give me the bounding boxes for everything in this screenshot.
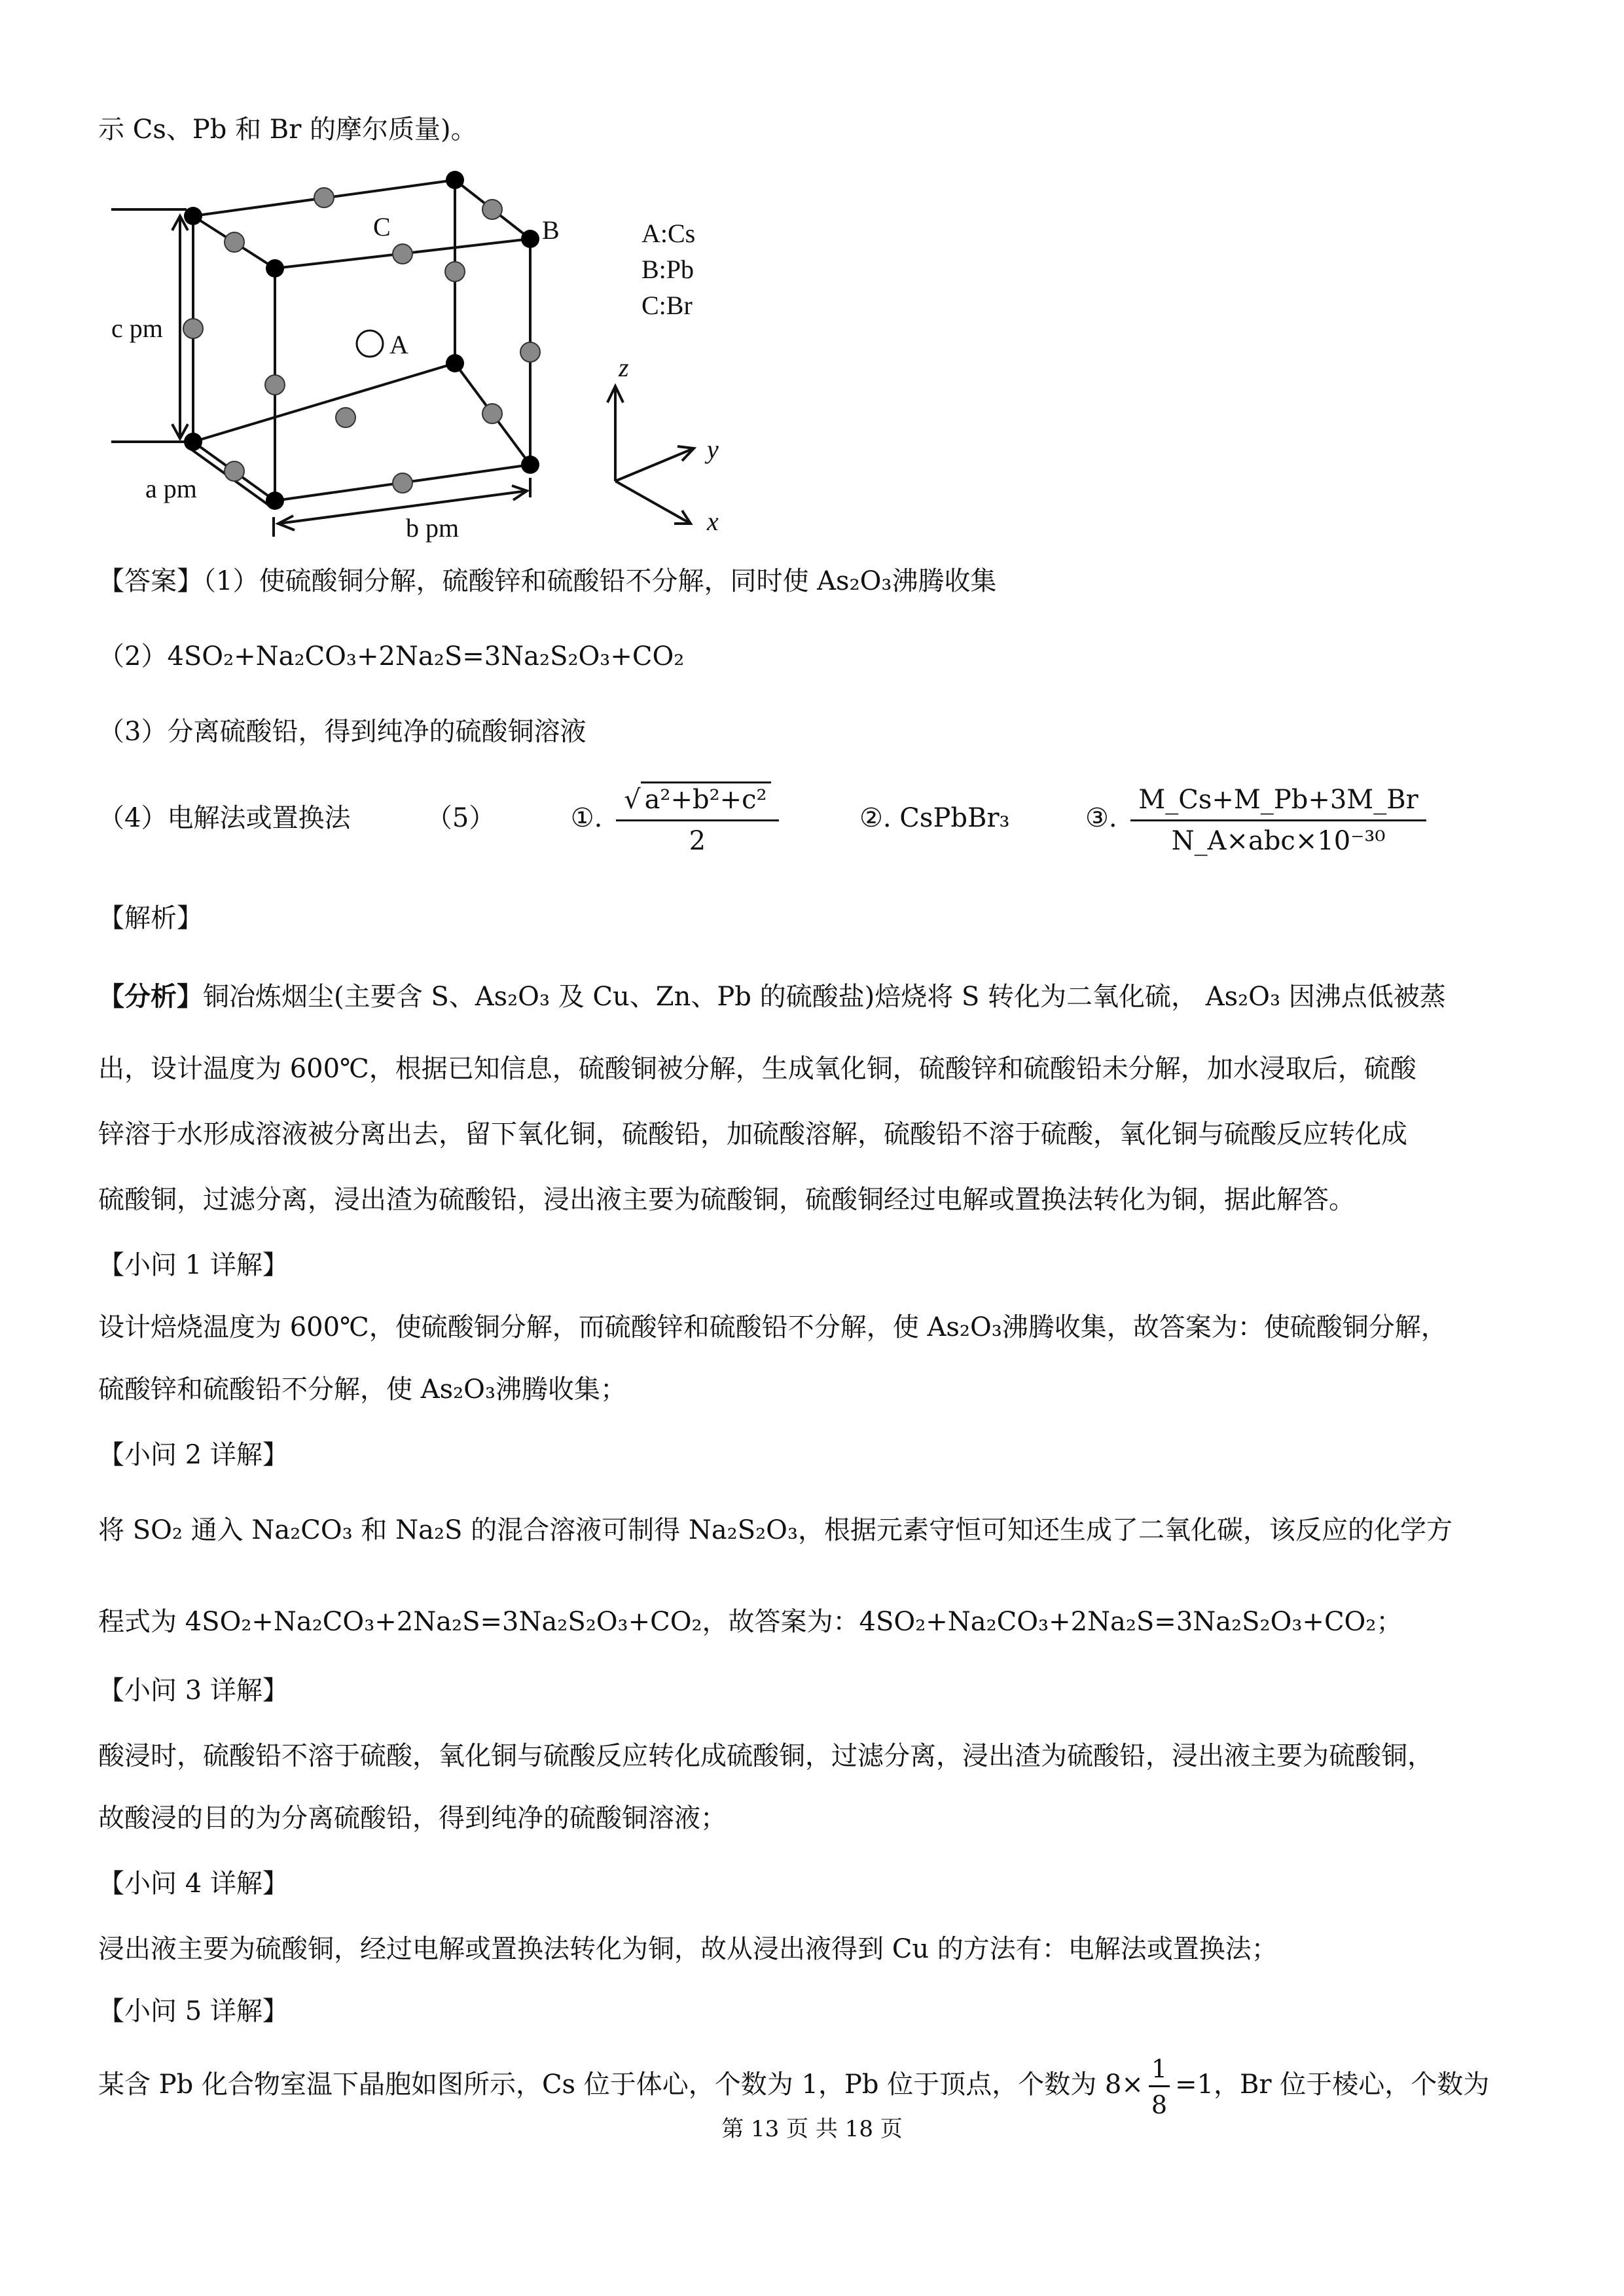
fraction-distance: $\frac{\text{√ a²+b²+c²}}{2}$ [616, 783, 779, 858]
q1-line-1: 设计焙烧温度为 600℃，使硫酸铜分解，而硫酸锌和硫酸铅不分解，使 As₂O₃沸腾收集，故答案为：使硫酸铜分解， [98, 1312, 1447, 1342]
q1-label: 【小问 1 详解】 [98, 1250, 289, 1280]
axis-y-label: y [707, 435, 719, 464]
answer-5-2: ②. CsPbBr₃ [859, 803, 1010, 833]
answer-5-3-label: ③. [1085, 803, 1117, 833]
q3-line-2: 故酸浸的目的为分离硫酸铅，得到纯净的硫酸铜溶液； [98, 1803, 727, 1833]
q4-line-1: 浸出液主要为硫酸铜，经过电解或置换法转化为铜，故从浸出液得到 Cu 的方法有：电解法或置换法； [98, 1934, 1278, 1964]
answer-4: （4）电解法或置换法 [98, 803, 351, 833]
label-c: C [373, 212, 391, 242]
q5-line-1 [98, 2052, 1538, 2117]
dim-a-label: a pm [145, 474, 197, 503]
q2-equation-1: 4SO₂+Na₂CO₃+2Na₂S=3Na₂S₂O₃+CO₂ [185, 1607, 702, 1637]
analysis-label: 【解析】 [98, 903, 203, 933]
axis-x-label: x [707, 507, 719, 536]
fraction-numerator: 1 [1149, 2054, 1170, 2087]
sqrt-radicand: a²+b²+c² [641, 781, 771, 815]
q5-l1-a: 某含 Pb 化合物室温下晶胞如图所示，Cs 位于体心，个数为 1，Pb 位于顶点，个数为 8× [98, 2070, 1144, 2100]
answer-2-equation: 4SO₂+Na₂CO₃+2Na₂S=3Na₂S₂O₃+CO₂ [167, 641, 685, 672]
answer-5-prefix: （5） [425, 803, 496, 833]
fraction-denominator: 8 [1151, 2090, 1168, 2119]
fraction-one-eighth [1149, 2054, 1170, 2120]
q3-line-1: 酸浸时，硫酸铅不溶于硫酸，氧化铜与硫酸反应转化成硫酸铜，过滤分离，浸出渣为硫酸铅，浸出液主要为硫酸铜， [98, 1741, 1434, 1771]
fenxi-p1: 铜冶炼烟尘(主要含 S、As₂O₃ 及 Cu、Zn、Pb 的硫酸盐)焙烧将 S 转化为二氧化硫， As₂O₃ 因沸点低被蒸 [203, 982, 1446, 1012]
axis-z-label: z [619, 353, 629, 382]
q4-label: 【小问 4 详解】 [98, 1869, 289, 1899]
answer-line-3: （3）分离硫酸铅，得到纯净的硫酸铜溶液 [98, 717, 586, 747]
q2-l2-a: 程式为 [98, 1607, 185, 1637]
q2-equation-2: 4SO₂+Na₂CO₃+2Na₂S=3Na₂S₂O₃+CO₂ [859, 1607, 1377, 1637]
fenxi-line-4: 硫酸铜，过滤分离，浸出渣为硫酸铅，浸出液主要为硫酸铜，硫酸铜经过电解或置换法转化为铜，据此解答。 [98, 1185, 1355, 1215]
legend-b: B:Pb [641, 255, 695, 284]
page-footer: 第 13 页 共 18 页 [721, 2116, 903, 2142]
density-numerator: M_Cs+M_Pb+3M_Br [1130, 783, 1426, 821]
label-a: A [389, 330, 408, 359]
fenxi-line-3: 锌溶于水形成溶液被分离出去，留下氧化铜，硫酸铅，加硫酸溶解，硫酸铅不溶于硫酸，氧化铜与硫酸反应转化成 [98, 1119, 1407, 1149]
dim-c-label: c pm [111, 314, 163, 343]
answer-1: （1）使硫酸铜分解，硫酸锌和硫酸铅不分解，同时使 As₂O₃沸腾收集 [203, 566, 997, 596]
q2-line-2 [98, 1604, 1538, 1640]
q2-l2-b: ，故答案为： [702, 1607, 859, 1637]
header-line: 示 Cs、Pb 和 Br 的摩尔质量)。 [98, 115, 477, 145]
dim-b-label: b pm [406, 513, 460, 543]
answer-line-1 [98, 563, 1538, 600]
answer-line-4-5 [98, 779, 1538, 857]
q3-label: 【小问 3 详解】 [98, 1676, 289, 1706]
fraction-denominator: 2 [689, 825, 706, 856]
q1-line-2: 硫酸锌和硫酸铅不分解，使 As₂O₃沸腾收集； [98, 1374, 626, 1405]
fraction-density [1130, 783, 1426, 858]
answer-label: 【答案】 [98, 566, 203, 596]
answer-5-1-label: ①. [570, 803, 603, 833]
answer-line-2 [98, 638, 1538, 675]
label-b: B [542, 215, 560, 245]
fenxi-label: 【分析】 [98, 981, 203, 1012]
q5-l1-b: =1，Br 位于棱心，个数为 [1175, 2070, 1490, 2100]
legend-a: A:Cs [641, 219, 696, 248]
q5-label: 【小问 5 详解】 [98, 1996, 289, 2026]
crystal-cell-diagram [111, 151, 785, 543]
legend-c: C:Br [641, 291, 693, 320]
fenxi-line-1 [98, 978, 1538, 1015]
fenxi-line-2: 出，设计温度为 600℃，根据已知信息，硫酸铜被分解，生成氧化铜，硫酸锌和硫酸铅未分解，加水浸取后，硫酸 [98, 1054, 1416, 1084]
q2-l2-c: ； [1376, 1607, 1403, 1637]
q2-line-1: 将 SO₂ 通入 Na₂CO₃ 和 Na₂S 的混合溶液可制得 Na₂S₂O₃，根据元素守恒可知还生成了二氧化碳，该反应的化学方 [98, 1515, 1453, 1545]
q2-label: 【小问 2 详解】 [98, 1440, 289, 1470]
density-denominator: N_A×abc×10⁻³⁰ [1171, 825, 1386, 856]
answer-2-prefix: （2） [98, 641, 168, 672]
